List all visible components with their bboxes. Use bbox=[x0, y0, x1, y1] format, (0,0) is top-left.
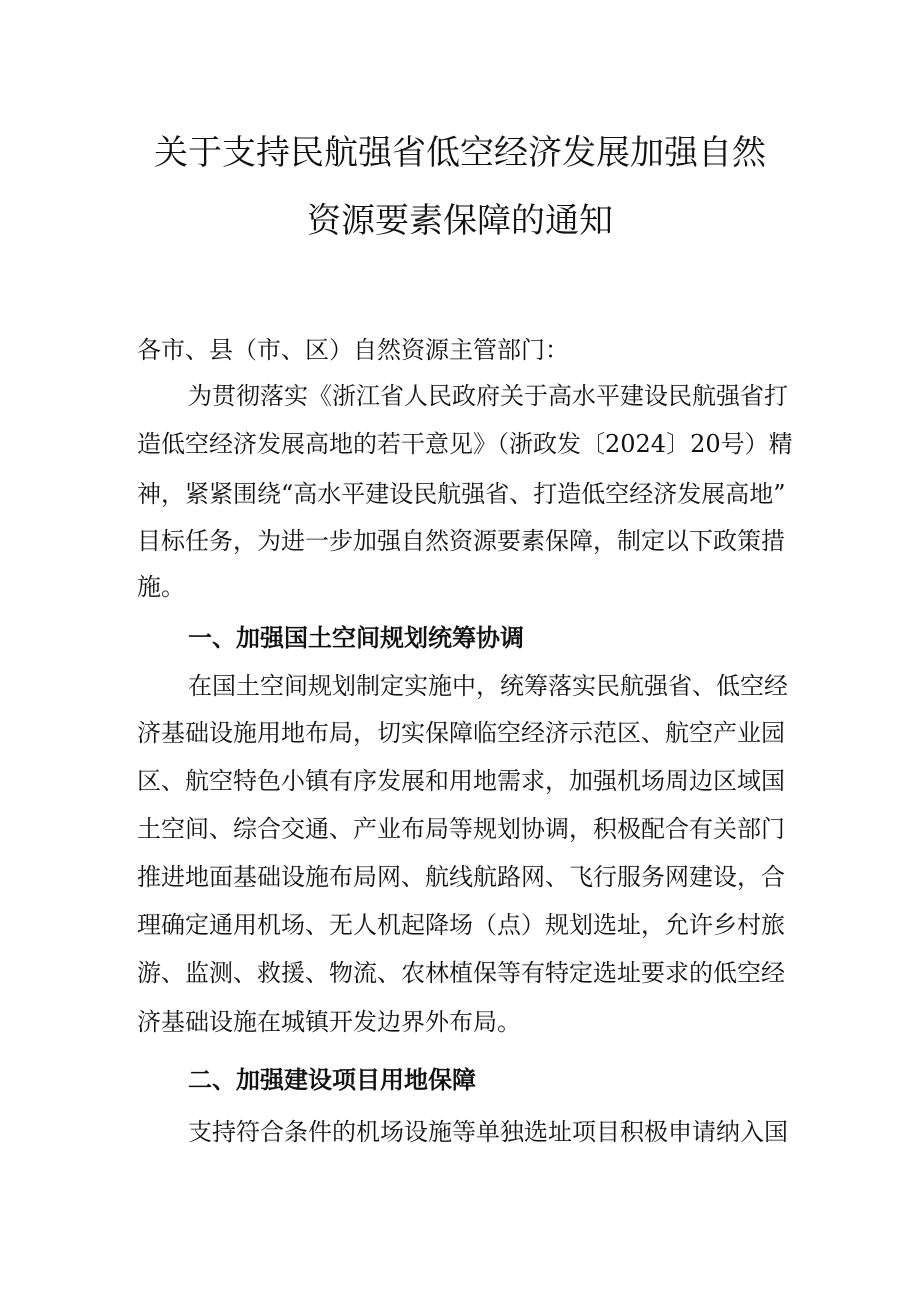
text-line: 推进地面基础设施布局网、航线航路网、飞行服务网建设，合 bbox=[137, 863, 785, 891]
text-line: 在国土空间规划制定实施中，统筹落实民航强省、低空经 bbox=[188, 672, 788, 700]
text-line: 施。 bbox=[137, 573, 185, 601]
text-line: 理确定通用机场、无人机起降场（点）规划选址，允许乡村旅 bbox=[137, 911, 785, 939]
text-line: 支持符合条件的机场设施等单独选址项目积极申请纳入国 bbox=[188, 1118, 788, 1146]
salutation: 各市、县（市、区）自然资源主管部门： bbox=[137, 336, 569, 364]
title-line: 资源要素保障的通知 bbox=[307, 201, 613, 241]
text-line: 造低空经济发展高地的若干意见》（浙政发〔2024〕20号）精 bbox=[137, 430, 793, 458]
section-heading: 二、加强建设项目用地保障 bbox=[188, 1065, 476, 1094]
text-line: 游、监测、救援、物流、农林植保等有特定选址要求的低空经 bbox=[137, 959, 785, 987]
text-line: 神，紧紧围绕“高水平建设民航强省、打造低空经济发展高地” bbox=[137, 480, 786, 508]
title-line: 关于支持民航强省低空经济发展加强自然 bbox=[154, 133, 766, 173]
text-line: 土空间、综合交通、产业布局等规划协调，积极配合有关部门 bbox=[137, 815, 785, 843]
section-heading: 一、加强国土空间规划统筹协调 bbox=[188, 623, 524, 652]
text-line: 济基础设施用地布局，切实保障临空经济示范区、航空产业园 bbox=[137, 719, 785, 747]
text-line: 济基础设施在城镇开发边界外布局。 bbox=[137, 1008, 521, 1036]
text-line: 为贯彻落实《浙江省人民政府关于高水平建设民航强省打 bbox=[188, 382, 788, 410]
text-line: 区、航空特色小镇有序发展和用地需求，加强机场周边区域国 bbox=[137, 767, 785, 795]
text-line: 目标任务，为进一步加强自然资源要素保障，制定以下政策措 bbox=[137, 527, 785, 555]
